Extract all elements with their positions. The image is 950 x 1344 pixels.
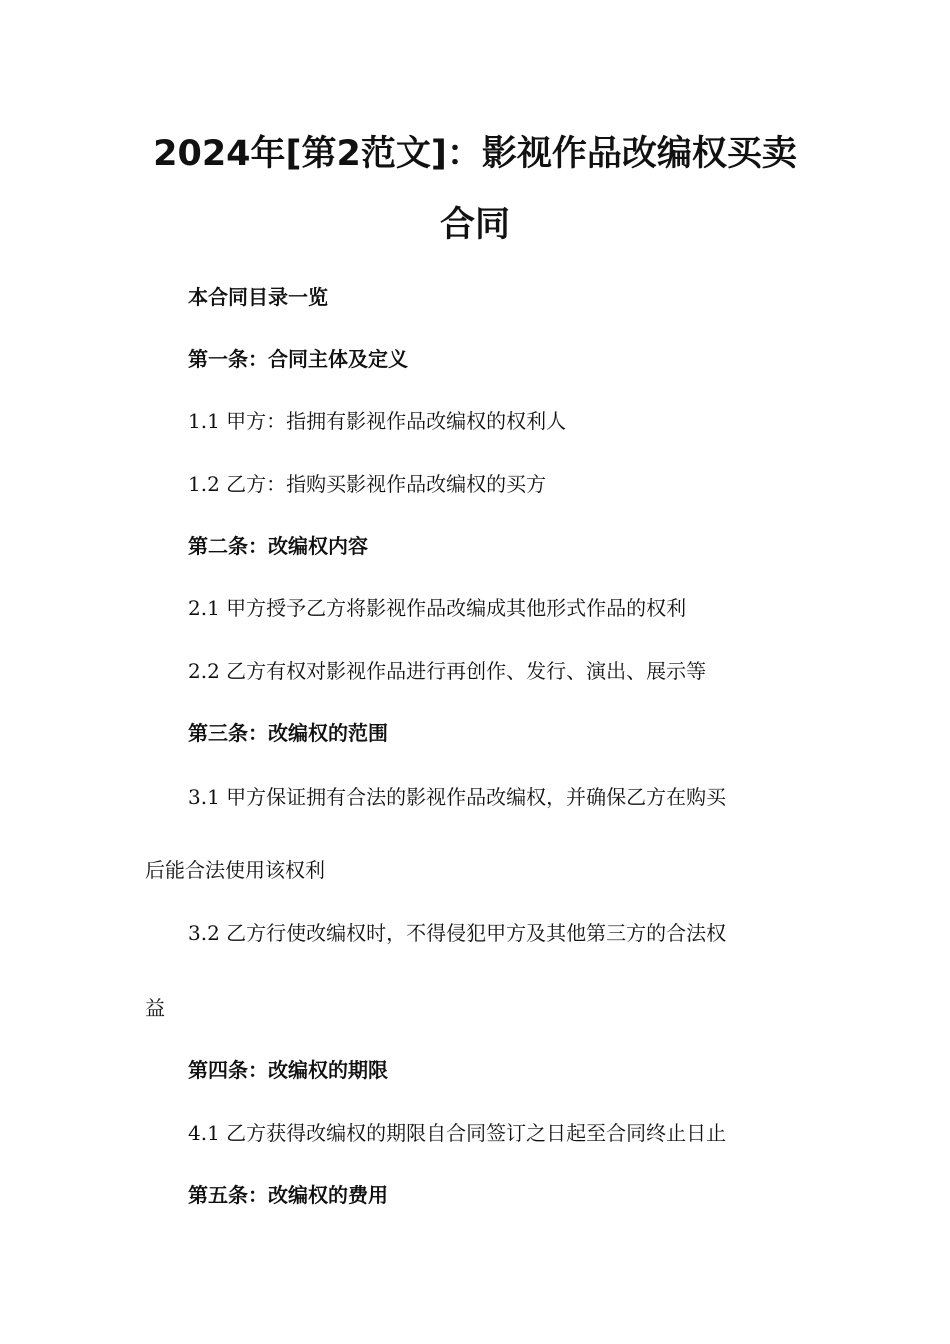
article5-heading: 第五条：改编权的费用 (188, 1183, 388, 1207)
article2-heading: 第二条：改编权内容 (188, 534, 368, 558)
document-title-line2: 合同 (439, 205, 510, 245)
document-title-line1: 2024年[第2范文]：影视作品改编权买卖 (153, 134, 797, 174)
article3-item1-line1: 3.1 甲方保证拥有合法的影视作品改编权，并确保乙方在购买 (188, 785, 727, 809)
article2-item1: 2.1 甲方授予乙方将影视作品改编成其他形式作品的权利 (188, 596, 687, 620)
article3-item1-line2: 后能合法使用该权利 (145, 858, 325, 882)
article1-item1: 1.1 甲方：指拥有影视作品改编权的权利人 (188, 409, 567, 433)
article3-heading: 第三条：改编权的范围 (188, 721, 388, 745)
article1-heading: 第一条：合同主体及定义 (188, 347, 408, 371)
article3-item2-line2: 益 (145, 996, 165, 1020)
article4-item1: 4.1 乙方获得改编权的期限自合同签订之日起至合同终止日止 (188, 1121, 727, 1145)
article2-item2: 2.2 乙方有权对影视作品进行再创作、发行、演出、展示等 (188, 659, 707, 683)
article1-item2: 1.2 乙方：指购买影视作品改编权的买方 (188, 472, 547, 496)
article3-item2-line1: 3.2 乙方行使改编权时，不得侵犯甲方及其他第三方的合法权 (188, 921, 727, 945)
article4-heading: 第四条：改编权的期限 (188, 1058, 388, 1082)
toc-heading: 本合同目录一览 (188, 285, 328, 309)
